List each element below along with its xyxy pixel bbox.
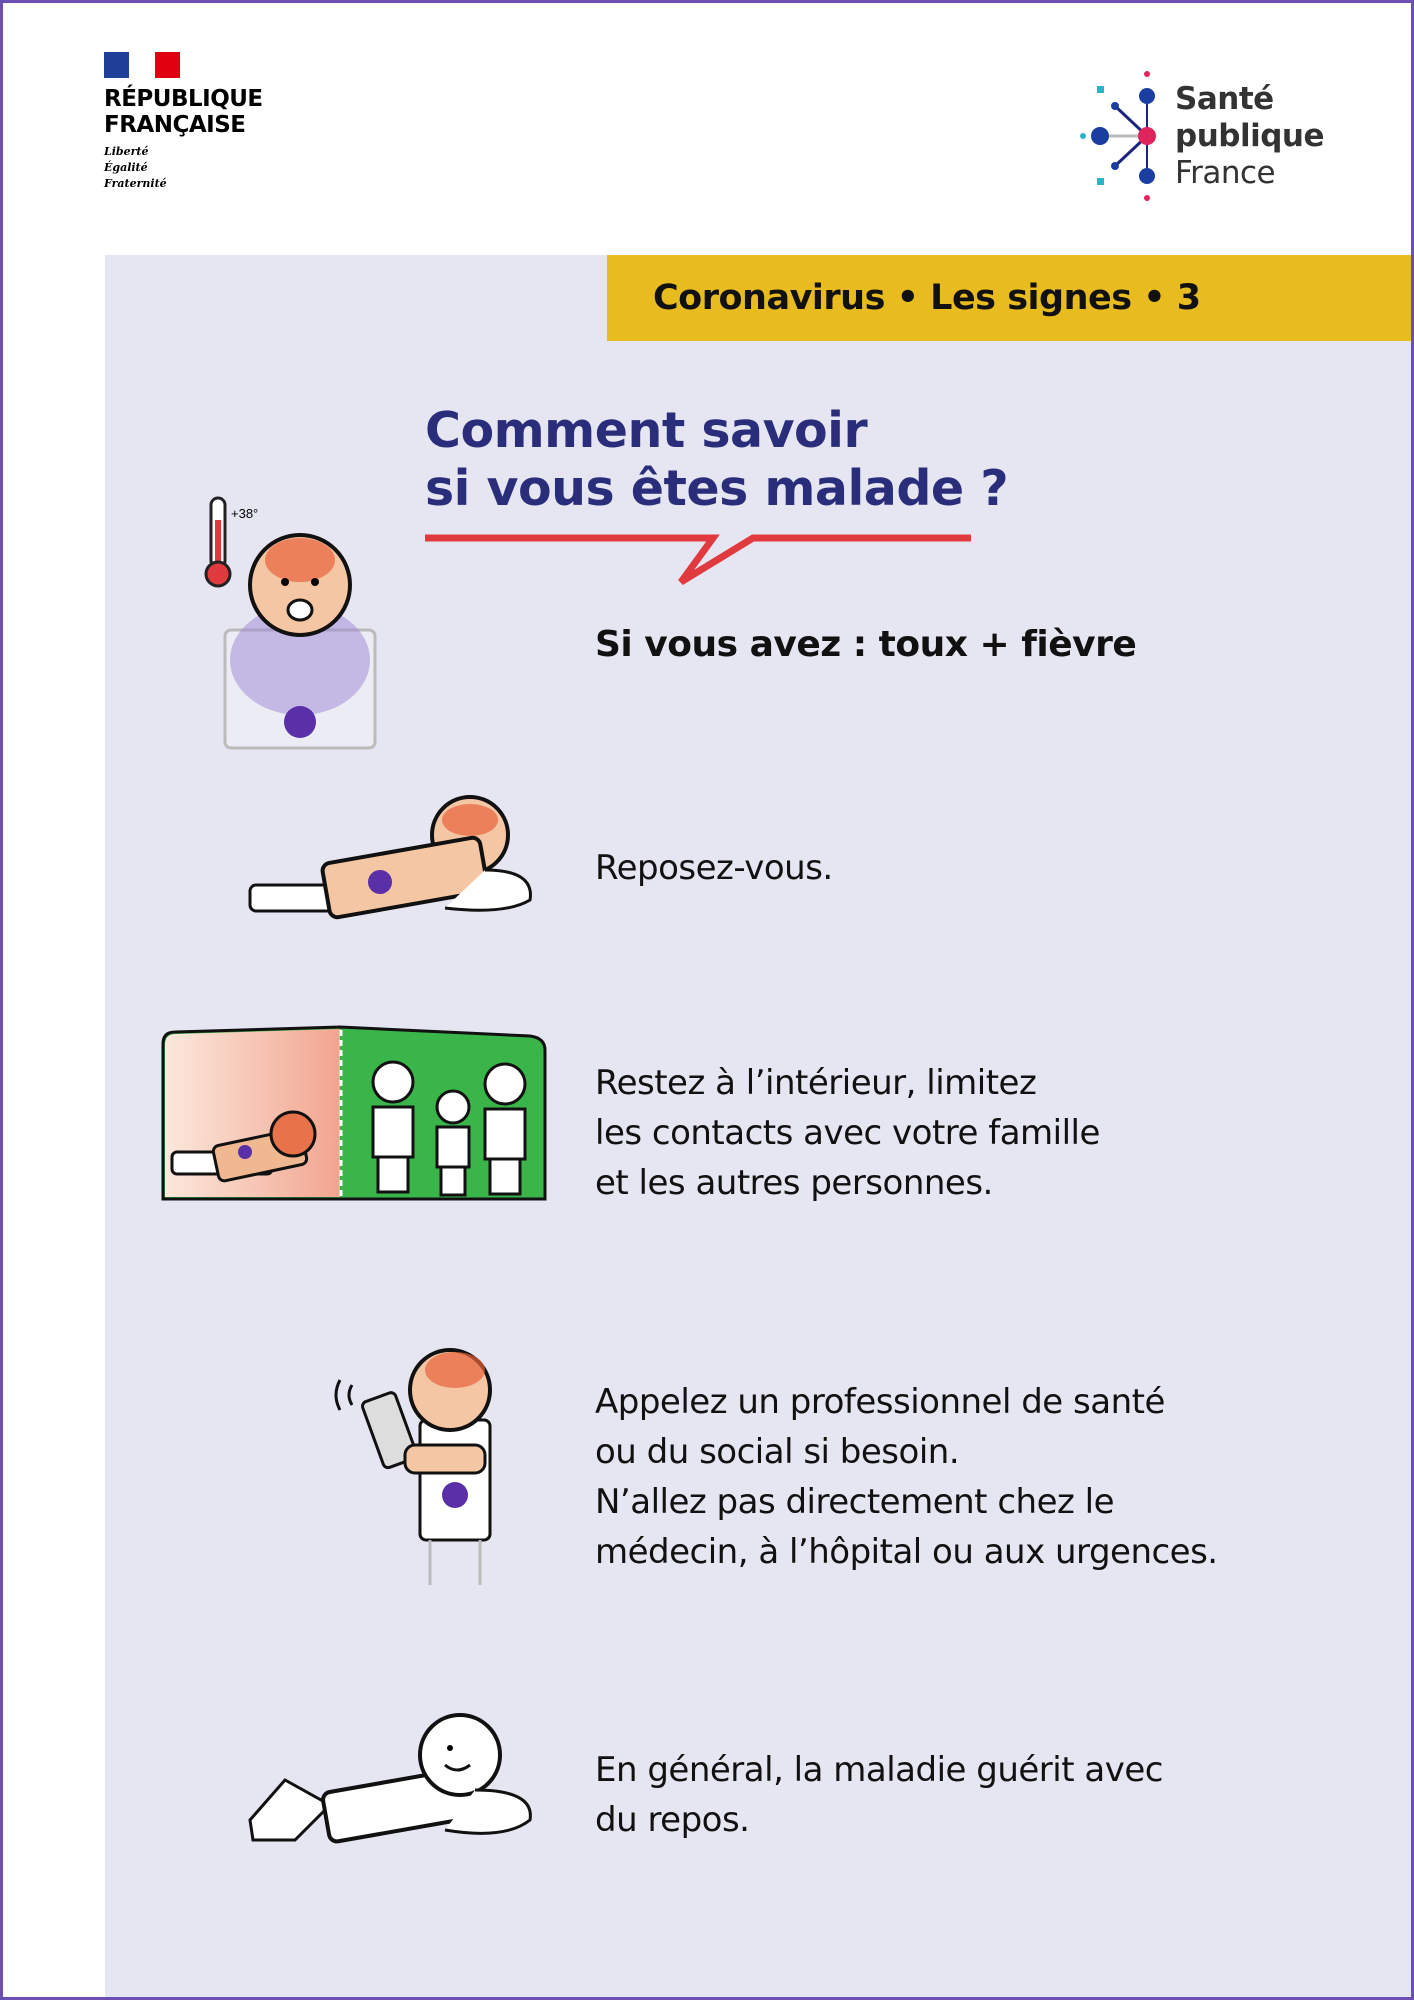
spf-line1: Santé: [1175, 80, 1274, 117]
spf-line2: publique: [1175, 117, 1324, 154]
resting-illustration: [245, 790, 545, 920]
page-title: [425, 402, 1008, 518]
rf-line1: RÉPUBLIQUE: [104, 86, 263, 112]
title-line1: Comment savoir: [425, 402, 868, 459]
line: ou du social si besoin.: [595, 1432, 960, 1472]
ribbon-text: Coronavirus • Les signes • 3: [653, 278, 1201, 318]
line: En général, la maladie guérit avec: [595, 1750, 1163, 1790]
virus-icon: [442, 1482, 468, 1508]
virus-icon: [368, 870, 392, 894]
french-flag-icon: [104, 52, 180, 78]
motto-3: Fraternité: [104, 177, 167, 190]
line: médecin, à l’hôpital ou aux urgences.: [595, 1532, 1218, 1572]
line: N’allez pas directement chez le: [595, 1482, 1115, 1522]
sante-publique-france-logo: [1075, 66, 1324, 206]
title-line2: si vous êtes malade ?: [425, 460, 1009, 517]
phone-call-illustration: [330, 1340, 510, 1590]
thermometer-label: +38°: [231, 506, 259, 521]
line: du repos.: [595, 1800, 750, 1840]
line: Restez à l’intérieur, limitez: [595, 1063, 1037, 1103]
item-rest: Reposez-vous.: [595, 848, 833, 888]
isolation-illustration: [160, 1022, 550, 1202]
spf-line3: France: [1175, 154, 1276, 191]
item-stay-inside: [595, 1058, 1100, 1208]
republique-francaise-logo: [104, 52, 263, 192]
line: les contacts avec votre famille: [595, 1113, 1100, 1153]
topic-ribbon: [607, 255, 1411, 341]
fever-cough-illustration: [195, 490, 395, 750]
line: Appelez un professionnel de santé: [595, 1382, 1165, 1422]
item-symptoms: Si vous avez : toux + fièvre: [595, 624, 1137, 665]
rf-line2: FRANÇAISE: [104, 112, 246, 138]
motto-1: Liberté: [104, 145, 149, 158]
line: et les autres personnes.: [595, 1163, 993, 1203]
network-icon: [1075, 66, 1165, 206]
virus-icon: [284, 706, 316, 738]
speech-bubble-underline: [423, 520, 983, 590]
recovery-illustration: [245, 1710, 545, 1845]
item-call: [595, 1377, 1218, 1577]
motto-2: Égalité: [104, 161, 148, 174]
item-recovery: [595, 1745, 1163, 1845]
